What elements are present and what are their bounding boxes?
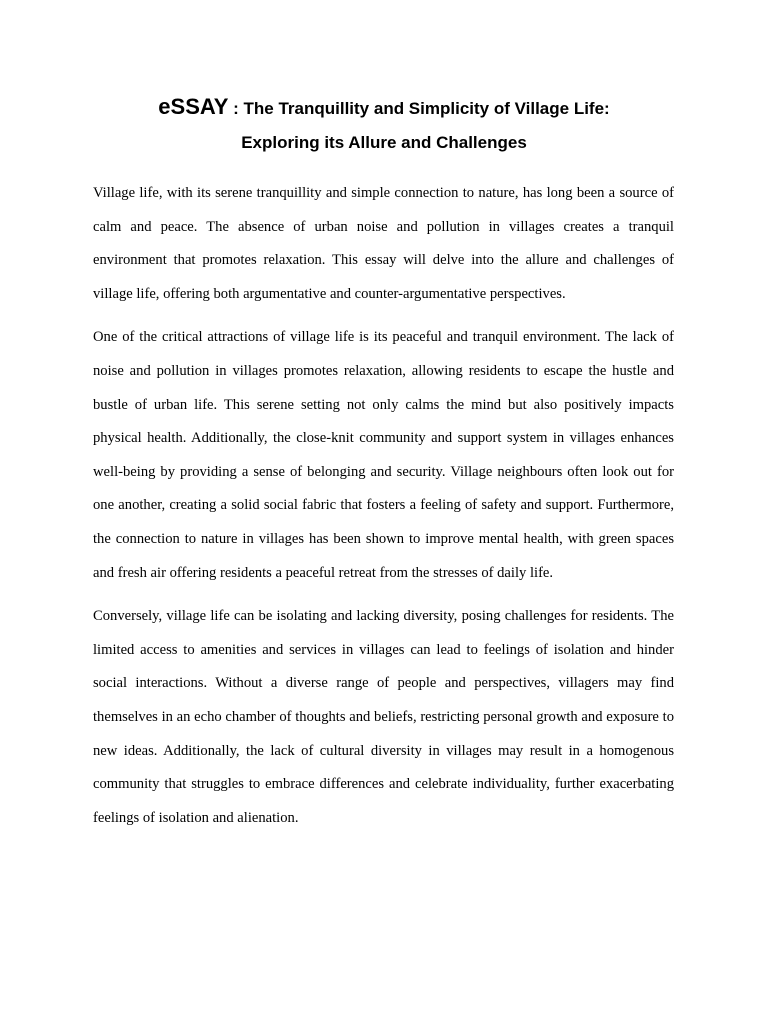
essay-title — [80, 90, 688, 160]
paragraph-introduction: Village life, with its serene tranquillity and simple connection to nature, has long been a source of calm and peace. The absence of urban noise and pollution in villages creates a tranquil environment that promotes relaxation. This essay will delve into the allure and challenges of village life, offering both argumentative and counter-argumentative perspectives. — [93, 185, 674, 302]
title-prefix: eSSAY — [158, 94, 229, 119]
paragraph-challenges: Conversely, village life can be isolating and lacking diversity, posing challenges for residents. The limited access to amenities and services in villages can lead to feelings of isolation and hinder social interactions. Without a diverse range of people and perspectives, villagers may find themselves in an echo chamber of thoughts and beliefs, restricting personal growth and exposure to new ideas. Additionally, the lack of cultural diversity in villages may result in a homogenous community that struggles to embrace differences and celebrate individuality, further exacerbating feelings of isolation and alienation. — [93, 608, 674, 826]
paragraph-attractions: One of the critical attractions of village life is its peaceful and tranquil environment. The lack of noise and pollution in villages promotes relaxation, allowing residents to escape the hustle and bustle of urban life. This serene setting not only calms the mind but also positively impacts physical health. Additionally, the close-knit community and support system in villages enhances well-being by providing a sense of belonging and security. Village neighbours often look out for one another, creating a solid social fabric that fosters a feeling of safety and support. Furthermore, the connection to nature in villages has been shown to improve mental health, with green spaces and fresh air offering residents a peaceful retreat from the stresses of daily life. — [93, 329, 674, 581]
essay-body — [93, 177, 674, 845]
title-line-2: Exploring its Allure and Challenges — [241, 133, 527, 152]
title-line-1 — [80, 90, 688, 126]
title-separator: : — [228, 99, 244, 118]
title-main: The Tranquillity and Simplicity of Village Life: — [243, 99, 610, 118]
